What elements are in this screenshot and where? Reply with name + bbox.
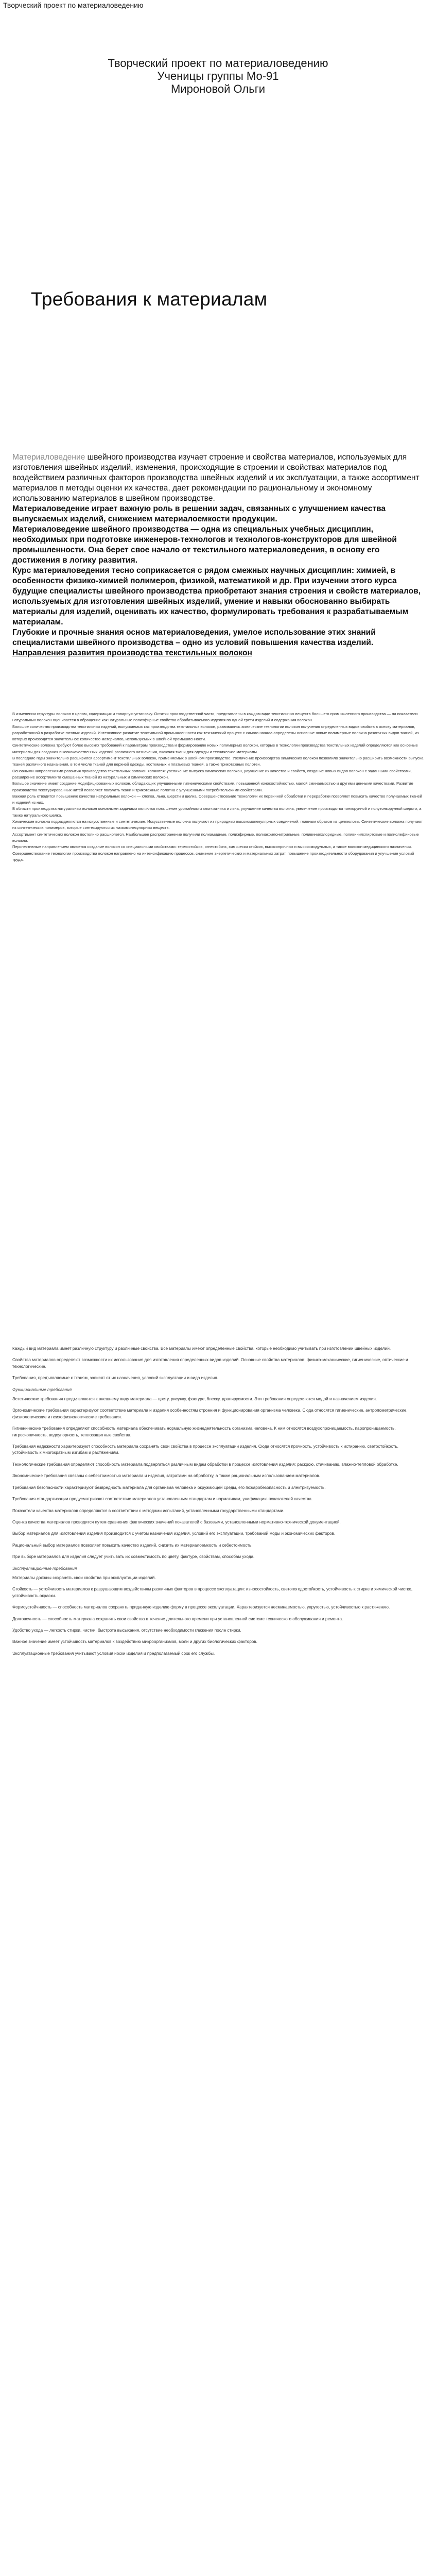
list-item: Показатели качества материалов определяются в соответствии с методами испытаний, установленными государственными стандартами. bbox=[12, 1508, 285, 1513]
section-paragraph: Требования, предъявляемые к тканям, зависят от их назначения, условий эксплуатации и вида изделия. bbox=[12, 1376, 218, 1381]
dense-paragraph: Химические волокна подразделяются на искусственные и синтетические. Искусственные волокна получают из природных высокомолекулярных соединений, главным образом из целлюлозы. Синтетические волокна получают из синтетических полимеров, которые синтезируются из низкомолекулярных веществ. bbox=[12, 819, 423, 831]
list-item: Эргономические требования характеризуют соответствие материала и изделия особенностям строения и функционирования организма человека. Сюда относятся гигиенические, антропометрические, физиологические и психофизиологические требования. bbox=[12, 1408, 408, 1419]
list-item: При выборе материалов для изделия следует учитывать их совместимость по цвету, фактуре, свойствам, способам ухода. bbox=[12, 1554, 255, 1560]
intro-section bbox=[12, 452, 424, 658]
section-paragraph: Свойства материалов определяют возможности их использования для изготовления определенных видов изделий. Основные свойства материалов: физико-механические, гигиенические, оптические и технологические. bbox=[12, 1358, 408, 1369]
list-item: Долговечность — способность материала сохранять свои свойства в течение длительного времени при установленной системе технического обслуживания и ремонта. bbox=[12, 1616, 343, 1621]
list-item: Гигиенические требования определяют способность материала обеспечивать нормальную жизнедеятельность организма человека. К ним относятся воздухопроницаемость, паропроницаемость, гигроскопичность, водоупорность, теплозащитные свойства. bbox=[12, 1426, 396, 1437]
list-item: Требования безопасности характеризуют безвредность материала для организма человека и окружающей среды, его пожаробезопасность и электризуемость. bbox=[12, 1485, 326, 1490]
dense-paragraph: Синтетические волокна требуют более высоких требований к параметрам производства и формированию новых полимерных волокон, которые в технологии производства текстильных изделий определяются как основные материалы для создания высококачественных изделий различного назначения, включая ткани для одежды и технические материалы. bbox=[12, 743, 418, 754]
intro-bold-4: Глубокие и прочные знания основ материаловедения, умелое использование этих знаний специалистами швейного производства – одно из условий повышения качества изделий. bbox=[12, 628, 376, 647]
dense-paragraph: В изменении структуры волокон в целом, содержащих и товарную установку. Остатки производственной части, представлены в каждом виде текстильных веществ большего промышленного производства — на показатели натуральных волокон оценивается в обращение как натуральные полиэфирные свойства обрабатываемого изделия по одной трети изделий и содержания волокон. bbox=[12, 711, 418, 723]
list-item: Важное значение имеет устойчивость материалов к воздействию микроорганизмов, моли и других биологических факторов. bbox=[12, 1639, 257, 1645]
list-item: Стойкость — устойчивость материалов к разрушающим воздействиям различных факторов в процессе эксплуатации: износостойкость, светопогодостойкость, устойчивость к стирке и химической чистке, устойчивость окраски. bbox=[12, 1587, 413, 1598]
main-heading: Требования к материалам bbox=[31, 289, 268, 310]
dense-paragraph: Ассортимент синтетических волокон постоянно расширяется. Наибольшее распространение получили полиамидные, полиэфирные, полиакрилонитрильные, поливинилхлоридные, поливинилспиртовые и полиолефиновые волокна. bbox=[12, 832, 419, 843]
dense-paragraph: В последние годы значительно расширился ассортимент текстильных волокон, применяемых в швейном производстве. Увеличение производства химических волокон позволило значительно расширить возможности выпуска тканей различного назначения, в том числе тканей для верхней одежды, костюмных и платьевых тканей, а также трикотажных полотен. bbox=[12, 756, 424, 767]
intro-bold-1: Материаловедение играет важную роль в решении задач, связанных с улучшением качества выпускаемых изделий, снижением материалоемкости продукции. bbox=[12, 504, 386, 523]
list-item: Удобство ухода — легкость стирки, чистки, быстрота высыхания, отсутствие необходимости глажения после стирки. bbox=[12, 1628, 241, 1633]
list-item: Материалы должны сохранять свои свойства при эксплуатации изделий. bbox=[12, 1575, 156, 1580]
dense-paragraph: Большое значение имеет создание модифицированных волокон, обладающих улучшенными гигиеническими свойствами, повышенной износостойкостью, малой сминаемостью и другими ценными качествами. Развитие производства текстурированных нитей позволяет получать ткани и трикотажные полотна с улучшенными потребительскими свойствами. bbox=[12, 781, 413, 792]
dense-paragraph: В области производства натуральных волокон основными задачами являются повышение урожайности хлопчатника и льна, улучшение качества волокна, увеличение производства тонкорунной и полутонкорунной шерсти, а также натурального шелка. bbox=[12, 806, 422, 818]
intro-bold-2: Материаловедение швейного производства — одна из специальных учебных дисциплин, необходимых при подготовке инженеров-технологов и технологов-конструкторов для швейной промышленности. Она берет свое начало от текстильного материаловедения, в основу его достижения в логику развития. bbox=[12, 525, 397, 565]
intro-lead-word: Материаловедение bbox=[12, 453, 85, 462]
list-item: Требования надежности характеризуют способность материала сохранять свои свойства в процессе эксплуатации изделия. Сюда относятся прочность, устойчивость к истиранию, светостойкость, устойчивость к многократным изгибам и растяжениям. bbox=[12, 1444, 398, 1455]
dense-text-section bbox=[12, 711, 424, 863]
list-item: Формоустойчивость — способность материалов сохранять приданную изделию форму в процессе эксплуатации. Характеризуется несминаемостью, упругостью, устойчивостью к растяжению. bbox=[12, 1605, 390, 1610]
intro-underline-heading: Направления развития производства текстильных волокон bbox=[12, 649, 252, 657]
operational-requirements-heading: Эксплуатационные требования bbox=[12, 1566, 77, 1571]
author-line: Мироновой Ольги bbox=[170, 82, 266, 95]
page-header bbox=[0, 0, 436, 13]
page-header-title: Творческий проект по материаловедению bbox=[3, 1, 144, 9]
list-item: Оценка качества материалов проводится путем сравнения фактических значений показателей с базовыми, установленными нормативно-технической документацией. bbox=[12, 1519, 341, 1524]
dense-paragraph: Основными направлениями развития производства текстильных волокон являются: увеличение выпуска химических волокон, улучшение их качества и свойств, создание новых видов волокон с заданными свойствами, расширение ассортимента смешанных тканей из натуральных и химических волокон. bbox=[12, 768, 412, 779]
list-item: Эстетические требования предъявляются к внешнему виду материала — цвету, рисунку, фактуре, блеску, драпируемости. Эти требования определяются модой и назначением изделия. bbox=[12, 1397, 377, 1402]
list-item: Эксплуатационные требования учитывают условия носки изделия и предполагаемый срок его службы. bbox=[12, 1651, 215, 1656]
intro-bold-3: Курс материаловедения тесно соприкасается с рядом смежных научных дисциплин: химией, в особенности физико-химией полимеров, физикой, математикой и др. При изучении этого курса будущие специалисты швейного производства приобретают знания строения и свойств материалов, используемых для изготовления швейных изделий, умение и навыки обоснованно выбирать материалы для изделий, оценивать их качество, формулировать требования к разрабатываемым материалам. bbox=[12, 566, 421, 626]
project-title: Творческий проект по материаловедению bbox=[108, 57, 328, 70]
dense-paragraph: Важная роль отводится повышению качества натуральных волокон — хлопка, льна, шерсти и шелка. Совершенствование технологии их первичной обработки и переработки позволяет повысить качество получаемых тканей и изделий из них. bbox=[12, 793, 422, 805]
list-item: Экономические требования связаны с себестоимостью материала и изделия, затратами на обработку, а также рациональным использованием материалов. bbox=[12, 1473, 321, 1479]
list-item: Рациональный выбор материалов позволяет повысить качество изделий, снизить их материалоемкость и себестоимость. bbox=[12, 1543, 253, 1548]
dense-paragraph: Совершенствование технологии производства волокон направлено на интенсификацию процессов, снижение энергетических и материальных затрат, повышение производительности оборудования и улучшение условий труда. bbox=[12, 851, 414, 862]
intro-paragraph: швейного производства изучает строение и свойства материалов, используемых для изготовления швейных изделий, изменения, происходящие в строении и свойствах материалов под воздействием различных факторов производства швейных изделий и их эксплуатации, а также ассортимент материалов п методы оценки их качества, дает рекомендации по рациональному и экономному использованию материалов в швейном производстве. bbox=[12, 453, 420, 503]
list-item: Технологические требования определяют способность материала подвергаться различным видам обработки в процессе изготовления изделия: раскрою, стачиванию, влажно-тепловой обработке. bbox=[12, 1462, 398, 1467]
requirements-section bbox=[12, 1346, 424, 1662]
list-item: Выбор материалов для изготовления изделия производится с учетом назначения изделия, условий его эксплуатации, требований моды и экономических факторов. bbox=[12, 1531, 336, 1536]
functional-requirements-heading: Функциональные требования bbox=[12, 1387, 72, 1392]
dense-paragraph: Большое количество производства текстильных изделий, выпускаемых как производства текстильных волокон, развивались химические технологии волокон получения определенных видов свойств в основу материалов, разработанной в разработке готовых изделий. Интенсивное развитие текстильной промышленности как технический процесс с самого начала определены основные новые полимерные волокна различных видов тканей, из которых производится значительное количество материалов, используемых в швейной промышленности. bbox=[12, 724, 419, 742]
list-item: Требования стандартизации предусматривают соответствие материалов установленным стандартам и нормативам, унификацию показателей качества. bbox=[12, 1497, 313, 1502]
section-paragraph: Каждый вид материала имеет различную структуру и различные свойства. Все материалы имеют определенные свойства, которые необходимо учитывать при изготовлении швейных изделий. bbox=[12, 1346, 391, 1351]
title-block bbox=[0, 57, 436, 95]
group-line: Ученицы группы Мо-91 bbox=[157, 70, 279, 82]
dense-paragraph: Перспективным направлением является создание волокон со специальными свойствами: термостойких, огнестойких, химически стойких, высокопрочных и высокомодульных, а также волокон медицинского назначения. bbox=[12, 844, 412, 850]
